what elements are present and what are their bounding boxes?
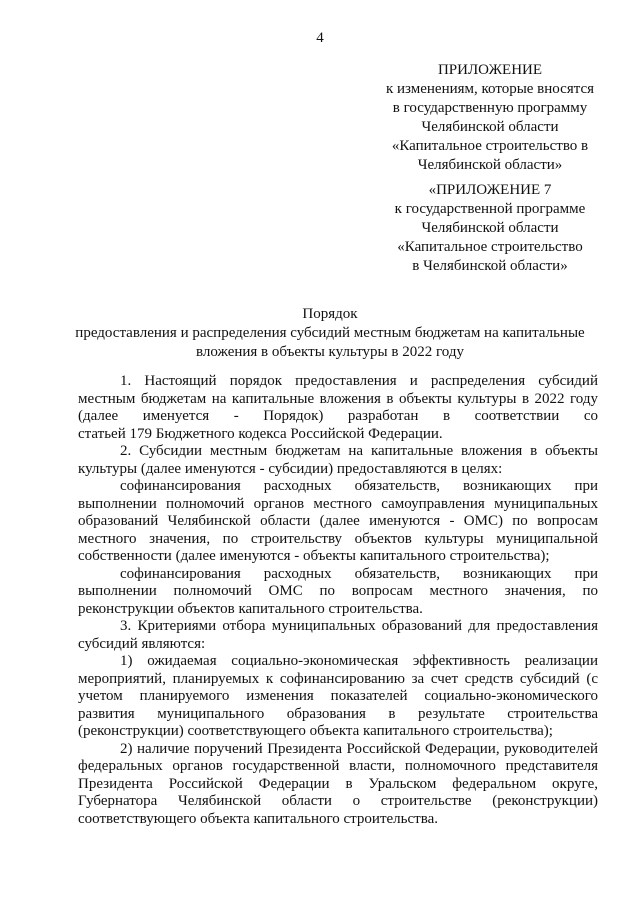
annex-line: к изменениям, которые вносятся [385, 81, 595, 97]
paragraph-line: учетом планируемого изменения показателей социально-экономического [78, 688, 598, 704]
annex-title: ПРИЛОЖЕНИЕ [437, 62, 543, 78]
document-title: Порядок [302, 306, 358, 322]
paragraph [78, 443, 598, 478]
annex-line: Челябинской области» [417, 157, 563, 173]
paragraph-line: 1) ожидаемая социально-экономическая эффективность реализации [120, 653, 598, 669]
paragraph-line: реконструкции объектов капитального строительства. [78, 600, 423, 617]
annex-line: в Челябинской области» [412, 258, 568, 274]
paragraph-line: мероприятий, планируемых к софинансированию за счет средств субсидий (с [78, 670, 598, 687]
document-subtitle-line: вложения в объекты культуры в 2022 году [196, 344, 464, 360]
paragraph-line: 2. Субсидии местным бюджетам на капитальные вложения в объекты [120, 443, 598, 459]
paragraph-line: 2) наличие поручений Президента Российской Федерации, руководителей [120, 740, 598, 757]
paragraph-line: 3. Критериями отбора муниципальных образований для предоставления [120, 618, 598, 634]
page-number: 4 [316, 30, 324, 46]
annex-line: «Капитальное строительство в [391, 138, 589, 154]
paragraph [78, 653, 598, 741]
paragraph-line: Губернатора Челябинской области о строительстве (реконструкции) [78, 793, 598, 809]
paragraph-line: местным бюджетам на капитальные вложения в объекты культуры в 2022 году [78, 390, 598, 407]
annex-line: Челябинской области [421, 220, 559, 236]
annex-7-header [375, 181, 605, 276]
paragraph-line: 1. Настоящий порядок предоставления и распределения субсидий [120, 373, 598, 389]
paragraph-line: развития муниципального образования в результате строительства [78, 705, 598, 722]
paragraph [78, 618, 598, 653]
paragraph [78, 373, 598, 443]
document-heading [60, 305, 600, 362]
paragraph-line: софинансирования расходных обязательств, возникающих при [120, 565, 598, 582]
paragraph-line: софинансирования расходных обязательств, возникающих при [120, 478, 598, 494]
paragraph-line: собственности (далее именуются - объекты капитального строительства); [78, 548, 550, 564]
paragraph-line: субсидий являются: [78, 635, 206, 652]
paragraph-line: (далее именуется - Порядок) разработан в соответствии со [78, 408, 598, 424]
paragraph [78, 741, 598, 829]
paragraph [78, 566, 598, 619]
paragraph-line: Президента Российской Федерации в Уральском федеральном округе, [78, 775, 598, 792]
paragraph-line: федеральных органов государственной власти, полномочного представителя [78, 758, 598, 774]
document-body [78, 373, 598, 828]
paragraph [78, 478, 598, 566]
annex-header [375, 61, 605, 175]
annex-line: к государственной программе [394, 201, 586, 217]
paragraph-line: статьей 179 Бюджетного кодекса Российской Федерации. [78, 425, 443, 442]
paragraph-line: местного значения, по строительству объектов культуры муниципальной [78, 530, 598, 547]
annex-line: в государственную программу [392, 100, 588, 116]
paragraph-line: культуры (далее именуются - субсидии) предоставляются в целях: [78, 460, 503, 477]
paragraph-line: (реконструкции) соответствующего объекта капитального строительства); [78, 723, 553, 739]
annex-line: Челябинской области [421, 119, 559, 135]
document-subtitle-line: предоставления и распределения субсидий местным бюджетам на капитальные [75, 325, 585, 341]
annex-line: «Капитальное строительство [397, 239, 583, 255]
paragraph-line: выполнении полномочий ОМС по вопросам местного значения, по [78, 583, 598, 599]
paragraph-line: образований Челябинской области (далее именуются - ОМС) по вопросам [78, 513, 598, 529]
paragraph-line: выполнении полномочий органов местного самоуправления муниципальных [78, 495, 598, 512]
annex-title: «ПРИЛОЖЕНИЕ 7 [428, 182, 552, 198]
paragraph-line: соответствующего объекта капитального строительства. [78, 810, 438, 827]
